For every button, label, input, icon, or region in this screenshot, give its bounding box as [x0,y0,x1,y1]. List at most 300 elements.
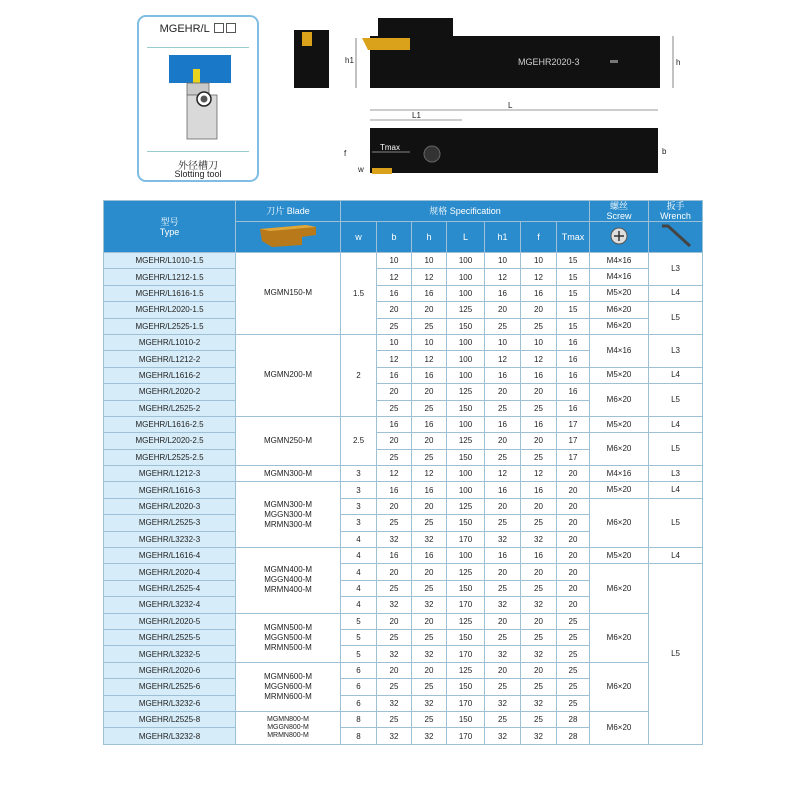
dim-L1: L1 [412,111,421,120]
col-Tmax: Tmax [557,222,590,253]
table-cell: 12 [377,466,412,482]
table-cell: 20 [377,433,412,449]
table-cell: 25 [557,646,590,662]
table-cell: 17 [557,449,590,465]
table-cell: 20 [412,384,447,400]
slotting-tool-icon [169,55,231,147]
table-cell: 25 [557,662,590,678]
table-cell: 10 [485,334,521,350]
table-cell: 25 [377,580,412,596]
table-cell: 25 [377,449,412,465]
table-cell: 32 [377,646,412,662]
wrench-icon [658,222,694,250]
table-cell: 20 [485,564,521,580]
table-cell: 20 [557,515,590,531]
table-cell: M5×20 [590,482,649,498]
table-cell: 16 [557,334,590,350]
table-cell: 5 [341,629,377,645]
table-cell: 20 [377,662,412,678]
type-cell: MGEHR/L2020-5 [104,613,236,629]
table-cell: 12 [485,269,521,285]
table-cell: M6×20 [590,384,649,417]
table-cell: 25 [485,679,521,695]
type-cell: MGEHR/L1212-3 [104,466,236,482]
table-cell: 20 [377,613,412,629]
dim-f: f [344,149,347,158]
table-cell: 32 [485,728,521,744]
dim-w: w [358,165,364,174]
table-cell: 100 [447,367,485,383]
table-cell: M6×20 [590,662,649,711]
table-cell: L3 [649,334,703,367]
dim-h1: h1 [345,56,354,65]
tool-side-view [290,10,690,100]
blade-cell: MGMN300-M MGGN300-M MRMN300-M [236,482,341,548]
table-row [104,433,703,449]
type-cell: MGEHR/L2020-6 [104,662,236,678]
table-row [104,482,703,498]
type-cell: MGEHR/L1010-2 [104,334,236,350]
table-row [104,269,703,285]
table-cell: 25 [521,711,557,727]
table-cell: 125 [447,662,485,678]
table-cell: 25 [485,711,521,727]
table-cell: 170 [447,695,485,711]
table-cell: 16 [521,482,557,498]
table-cell: 25 [557,695,590,711]
type-cell: MGEHR/L1616-4 [104,548,236,564]
table-cell: 25 [377,400,412,416]
table-cell: 16 [521,367,557,383]
dim-Tmax: Tmax [380,143,400,152]
table-cell: 6 [341,695,377,711]
table-cell: 3 [341,498,377,514]
table-cell: 150 [447,580,485,596]
table-cell: 12 [485,351,521,367]
table-cell: 32 [521,597,557,613]
table-cell: 32 [521,728,557,744]
table-cell: L4 [649,285,703,301]
table-cell: 12 [377,351,412,367]
blade-cell: MGMN300-M [236,466,341,482]
table-cell: 20 [521,564,557,580]
type-cell: MGEHR/L2525-6 [104,679,236,695]
table-cell: 32 [485,597,521,613]
type-cell: MGEHR/L2020-1.5 [104,302,236,318]
type-cell: MGEHR/L2020-2 [104,384,236,400]
table-cell: 150 [447,449,485,465]
table-cell: 170 [447,531,485,547]
table-cell: 4 [341,580,377,596]
table-cell: 25 [557,613,590,629]
table-cell: 20 [521,662,557,678]
table-cell: 20 [412,498,447,514]
table-row [104,662,703,678]
table-row [104,564,703,580]
header-type: 型号 Type [104,201,236,253]
table-cell: L3 [649,466,703,482]
col-L: L [447,222,485,253]
type-cell: MGEHR/L2525-4 [104,580,236,596]
table-cell: 4 [341,597,377,613]
table-cell: 20 [557,531,590,547]
table-cell: 20 [412,662,447,678]
table-cell: 4 [341,564,377,580]
table-cell: 25 [412,515,447,531]
table-cell: 20 [377,384,412,400]
table-cell: 15 [557,285,590,301]
table-cell: 25 [485,629,521,645]
table-cell: M5×20 [590,416,649,432]
table-cell: 16 [521,416,557,432]
type-cell: MGEHR/L2525-1.5 [104,318,236,334]
w-cell: 2.5 [341,416,377,465]
table-cell: 16 [412,482,447,498]
table-cell: 10 [485,253,521,269]
table-cell: M6×20 [590,613,649,662]
table-cell: 15 [557,269,590,285]
blade-cell: MGMN500-M MGGN500-M MRMN500-M [236,613,341,662]
table-cell: 16 [412,416,447,432]
table-cell: 25 [412,679,447,695]
dim-b: b [662,147,667,156]
table-cell: 20 [485,433,521,449]
table-cell: 16 [485,367,521,383]
table-cell: 16 [557,367,590,383]
table-cell: 3 [341,466,377,482]
type-cell: MGEHR/L1616-3 [104,482,236,498]
type-cell: MGEHR/L3232-5 [104,646,236,662]
col-h1: h1 [485,222,521,253]
table-cell: 25 [485,515,521,531]
table-cell: 25 [485,449,521,465]
table-cell: 100 [447,466,485,482]
col-h: h [412,222,447,253]
table-cell: 15 [557,318,590,334]
table-cell: 32 [412,531,447,547]
table-cell: M5×20 [590,548,649,564]
type-cell: MGEHR/L3232-3 [104,531,236,547]
table-cell: 28 [557,711,590,727]
table-cell: 32 [521,531,557,547]
table-cell: L4 [649,482,703,498]
table-cell: 12 [412,351,447,367]
table-cell: 16 [412,548,447,564]
table-cell: M4×16 [590,334,649,367]
table-cell: 20 [485,498,521,514]
table-cell: 20 [557,482,590,498]
table-cell: 20 [521,384,557,400]
type-cell: MGEHR/L3232-6 [104,695,236,711]
table-cell: 20 [377,564,412,580]
type-cell: MGEHR/L2525-2 [104,400,236,416]
type-cell: MGEHR/L2525-2.5 [104,449,236,465]
type-cell: MGEHR/L2020-2.5 [104,433,236,449]
table-cell: 25 [521,515,557,531]
table-cell: 32 [485,695,521,711]
table-cell: 170 [447,646,485,662]
type-cell: MGEHR/L1212-2 [104,351,236,367]
table-cell: 25 [557,679,590,695]
specification-table [103,200,703,745]
table-cell: 25 [412,318,447,334]
badge-cn-label: 外径槽刀 [178,161,218,172]
badge-en-label: Slotting tool [174,169,222,179]
table-cell: 125 [447,302,485,318]
table-row [104,318,703,334]
type-cell: MGEHR/L2525-3 [104,515,236,531]
table-cell: 16 [485,548,521,564]
table-cell: 32 [412,646,447,662]
table-cell: 12 [521,269,557,285]
table-cell: 25 [557,629,590,645]
table-row [104,334,703,350]
table-row [104,253,703,269]
table-cell: 16 [377,416,412,432]
table-cell: M4×16 [590,466,649,482]
table-cell: 32 [485,646,521,662]
table-row [104,416,703,432]
table-cell: 5 [341,646,377,662]
header-spec: 规格 Specification [341,201,590,222]
table-cell: M6×20 [590,302,649,318]
blade-cell: MGMN800-M MGGN800-M MRMN800-M [236,711,341,744]
table-cell: 125 [447,498,485,514]
table-cell: 8 [341,728,377,744]
table-cell: 12 [521,351,557,367]
type-cell: MGEHR/L1616-2.5 [104,416,236,432]
table-cell: 32 [377,531,412,547]
table-cell: 16 [557,384,590,400]
table-cell: 4 [341,531,377,547]
table-cell: 32 [521,695,557,711]
table-cell: 100 [447,351,485,367]
table-row [104,548,703,564]
table-cell: 32 [412,695,447,711]
table-cell: 32 [377,695,412,711]
table-cell: 25 [377,318,412,334]
table-cell: 32 [377,597,412,613]
table-row [104,384,703,400]
table-cell: 20 [557,564,590,580]
table-cell: 25 [377,679,412,695]
table-cell: 100 [447,253,485,269]
table-cell: 20 [377,498,412,514]
badge-title: MGEHR/L [139,23,257,35]
table-cell: 32 [412,597,447,613]
table-cell: 17 [557,433,590,449]
table-cell: 16 [485,482,521,498]
table-cell: 20 [485,613,521,629]
table-cell: 16 [557,351,590,367]
table-cell: 25 [377,629,412,645]
wrench-image-cell [649,222,703,253]
table-cell: 20 [521,302,557,318]
table-cell: 12 [412,466,447,482]
table-cell: 150 [447,515,485,531]
type-cell: MGEHR/L3232-4 [104,597,236,613]
table-cell: 20 [521,613,557,629]
type-cell: MGEHR/L2020-3 [104,498,236,514]
type-cell: MGEHR/L1212-1.5 [104,269,236,285]
col-f: f [521,222,557,253]
table-cell: 16 [412,367,447,383]
table-cell: 16 [485,416,521,432]
header-screw: 螺丝 Screw [590,201,649,222]
table-cell: 20 [557,597,590,613]
table-cell: 25 [521,580,557,596]
table-row [104,302,703,318]
table-cell: L5 [649,433,703,466]
table-cell: M5×20 [590,367,649,383]
blade-cell: MGMN150-M [236,253,341,335]
table-cell: 25 [521,679,557,695]
table-cell: L3 [649,253,703,286]
table-cell: 6 [341,679,377,695]
table-cell: M6×20 [590,564,649,613]
table-cell: 12 [485,466,521,482]
table-cell: M4×16 [590,253,649,269]
product-badge [137,15,259,182]
table-cell: 20 [412,564,447,580]
table-row [104,367,703,383]
screw-icon [608,225,630,247]
table-cell: 25 [521,400,557,416]
table-cell: 6 [341,662,377,678]
tool-top-view [340,98,690,188]
table-cell: 10 [412,334,447,350]
table-cell: 25 [485,400,521,416]
table-cell: 32 [485,531,521,547]
table-cell: 150 [447,711,485,727]
table-cell: M4×16 [590,269,649,285]
type-cell: MGEHR/L1616-2 [104,367,236,383]
table-cell: 20 [485,384,521,400]
table-cell: 25 [412,400,447,416]
table-cell: 125 [447,433,485,449]
table-cell: 10 [521,253,557,269]
table-cell: 16 [377,482,412,498]
type-cell: MGEHR/L1616-1.5 [104,285,236,301]
table-cell: 10 [377,334,412,350]
table-cell: 100 [447,482,485,498]
w-cell: 1.5 [341,253,377,335]
table-cell: L4 [649,548,703,564]
table-cell: 20 [557,580,590,596]
table-cell: 20 [485,662,521,678]
type-cell: MGEHR/L2525-5 [104,629,236,645]
table-cell: M5×20 [590,285,649,301]
table-cell: 10 [521,334,557,350]
table-cell: 100 [447,334,485,350]
table-cell: 100 [447,548,485,564]
table-cell: 16 [557,400,590,416]
table-cell: 150 [447,629,485,645]
table-row [104,466,703,482]
table-cell: 12 [377,269,412,285]
type-cell: MGEHR/L3232-8 [104,728,236,744]
table-cell: 32 [377,728,412,744]
table-cell: 10 [412,253,447,269]
table-cell: 100 [447,269,485,285]
table-cell: 3 [341,515,377,531]
table-cell: 20 [412,302,447,318]
table-cell: 150 [447,679,485,695]
table-cell: 25 [485,580,521,596]
blade-cell: MGMN250-M [236,416,341,465]
table-cell: M6×20 [590,318,649,334]
table-cell: 20 [485,302,521,318]
blade-image-cell [236,222,341,253]
table-cell: 17 [557,416,590,432]
blade-icon [258,223,318,249]
col-b: b [377,222,412,253]
blade-cell: MGMN200-M [236,334,341,416]
table-cell: L5 [649,384,703,417]
header-blade: 刀片 Blade [236,201,341,222]
table-cell: M6×20 [590,498,649,547]
table-cell: 10 [377,253,412,269]
table-row [104,711,703,727]
table-cell: 150 [447,400,485,416]
table-cell: 20 [377,302,412,318]
col-w: w [341,222,377,253]
table-cell: 170 [447,597,485,613]
table-cell: 25 [412,580,447,596]
table-row [104,498,703,514]
table-row [104,285,703,301]
table-cell: 25 [521,449,557,465]
table-cell: 16 [521,285,557,301]
table-cell: 100 [447,285,485,301]
table-cell: 4 [341,548,377,564]
table-cell: M6×20 [590,711,649,744]
table-cell: 125 [447,564,485,580]
table-cell: 32 [412,728,447,744]
tool-engraving: MGEHR2020-3 [518,57,580,67]
table-cell: 15 [557,253,590,269]
table-cell: 20 [412,433,447,449]
header-wrench: 扳手 Wrench [649,201,703,222]
table-cell: 8 [341,711,377,727]
table-cell: 20 [557,498,590,514]
table-cell: 16 [377,367,412,383]
dim-h: h [676,58,681,67]
w-cell: 2 [341,334,377,416]
table-cell: 16 [521,548,557,564]
table-cell: 25 [412,449,447,465]
table-cell: 16 [412,285,447,301]
dim-L: L [508,101,513,110]
type-cell: MGEHR/L2525-8 [104,711,236,727]
table-cell: 15 [557,302,590,318]
blade-cell: MGMN400-M MGGN400-M MRMN400-M [236,548,341,614]
table-cell: 25 [521,318,557,334]
table-cell: 25 [521,629,557,645]
table-cell: 20 [412,613,447,629]
table-cell: 16 [377,548,412,564]
table-cell: 170 [447,728,485,744]
table-cell: 25 [377,711,412,727]
table-cell: 125 [447,613,485,629]
table-cell: L4 [649,416,703,432]
table-cell: 20 [521,498,557,514]
table-row [104,613,703,629]
table-cell: L5 [649,564,703,744]
screw-image-cell [590,222,649,253]
table-cell: 25 [485,318,521,334]
table-cell: L5 [649,302,703,335]
